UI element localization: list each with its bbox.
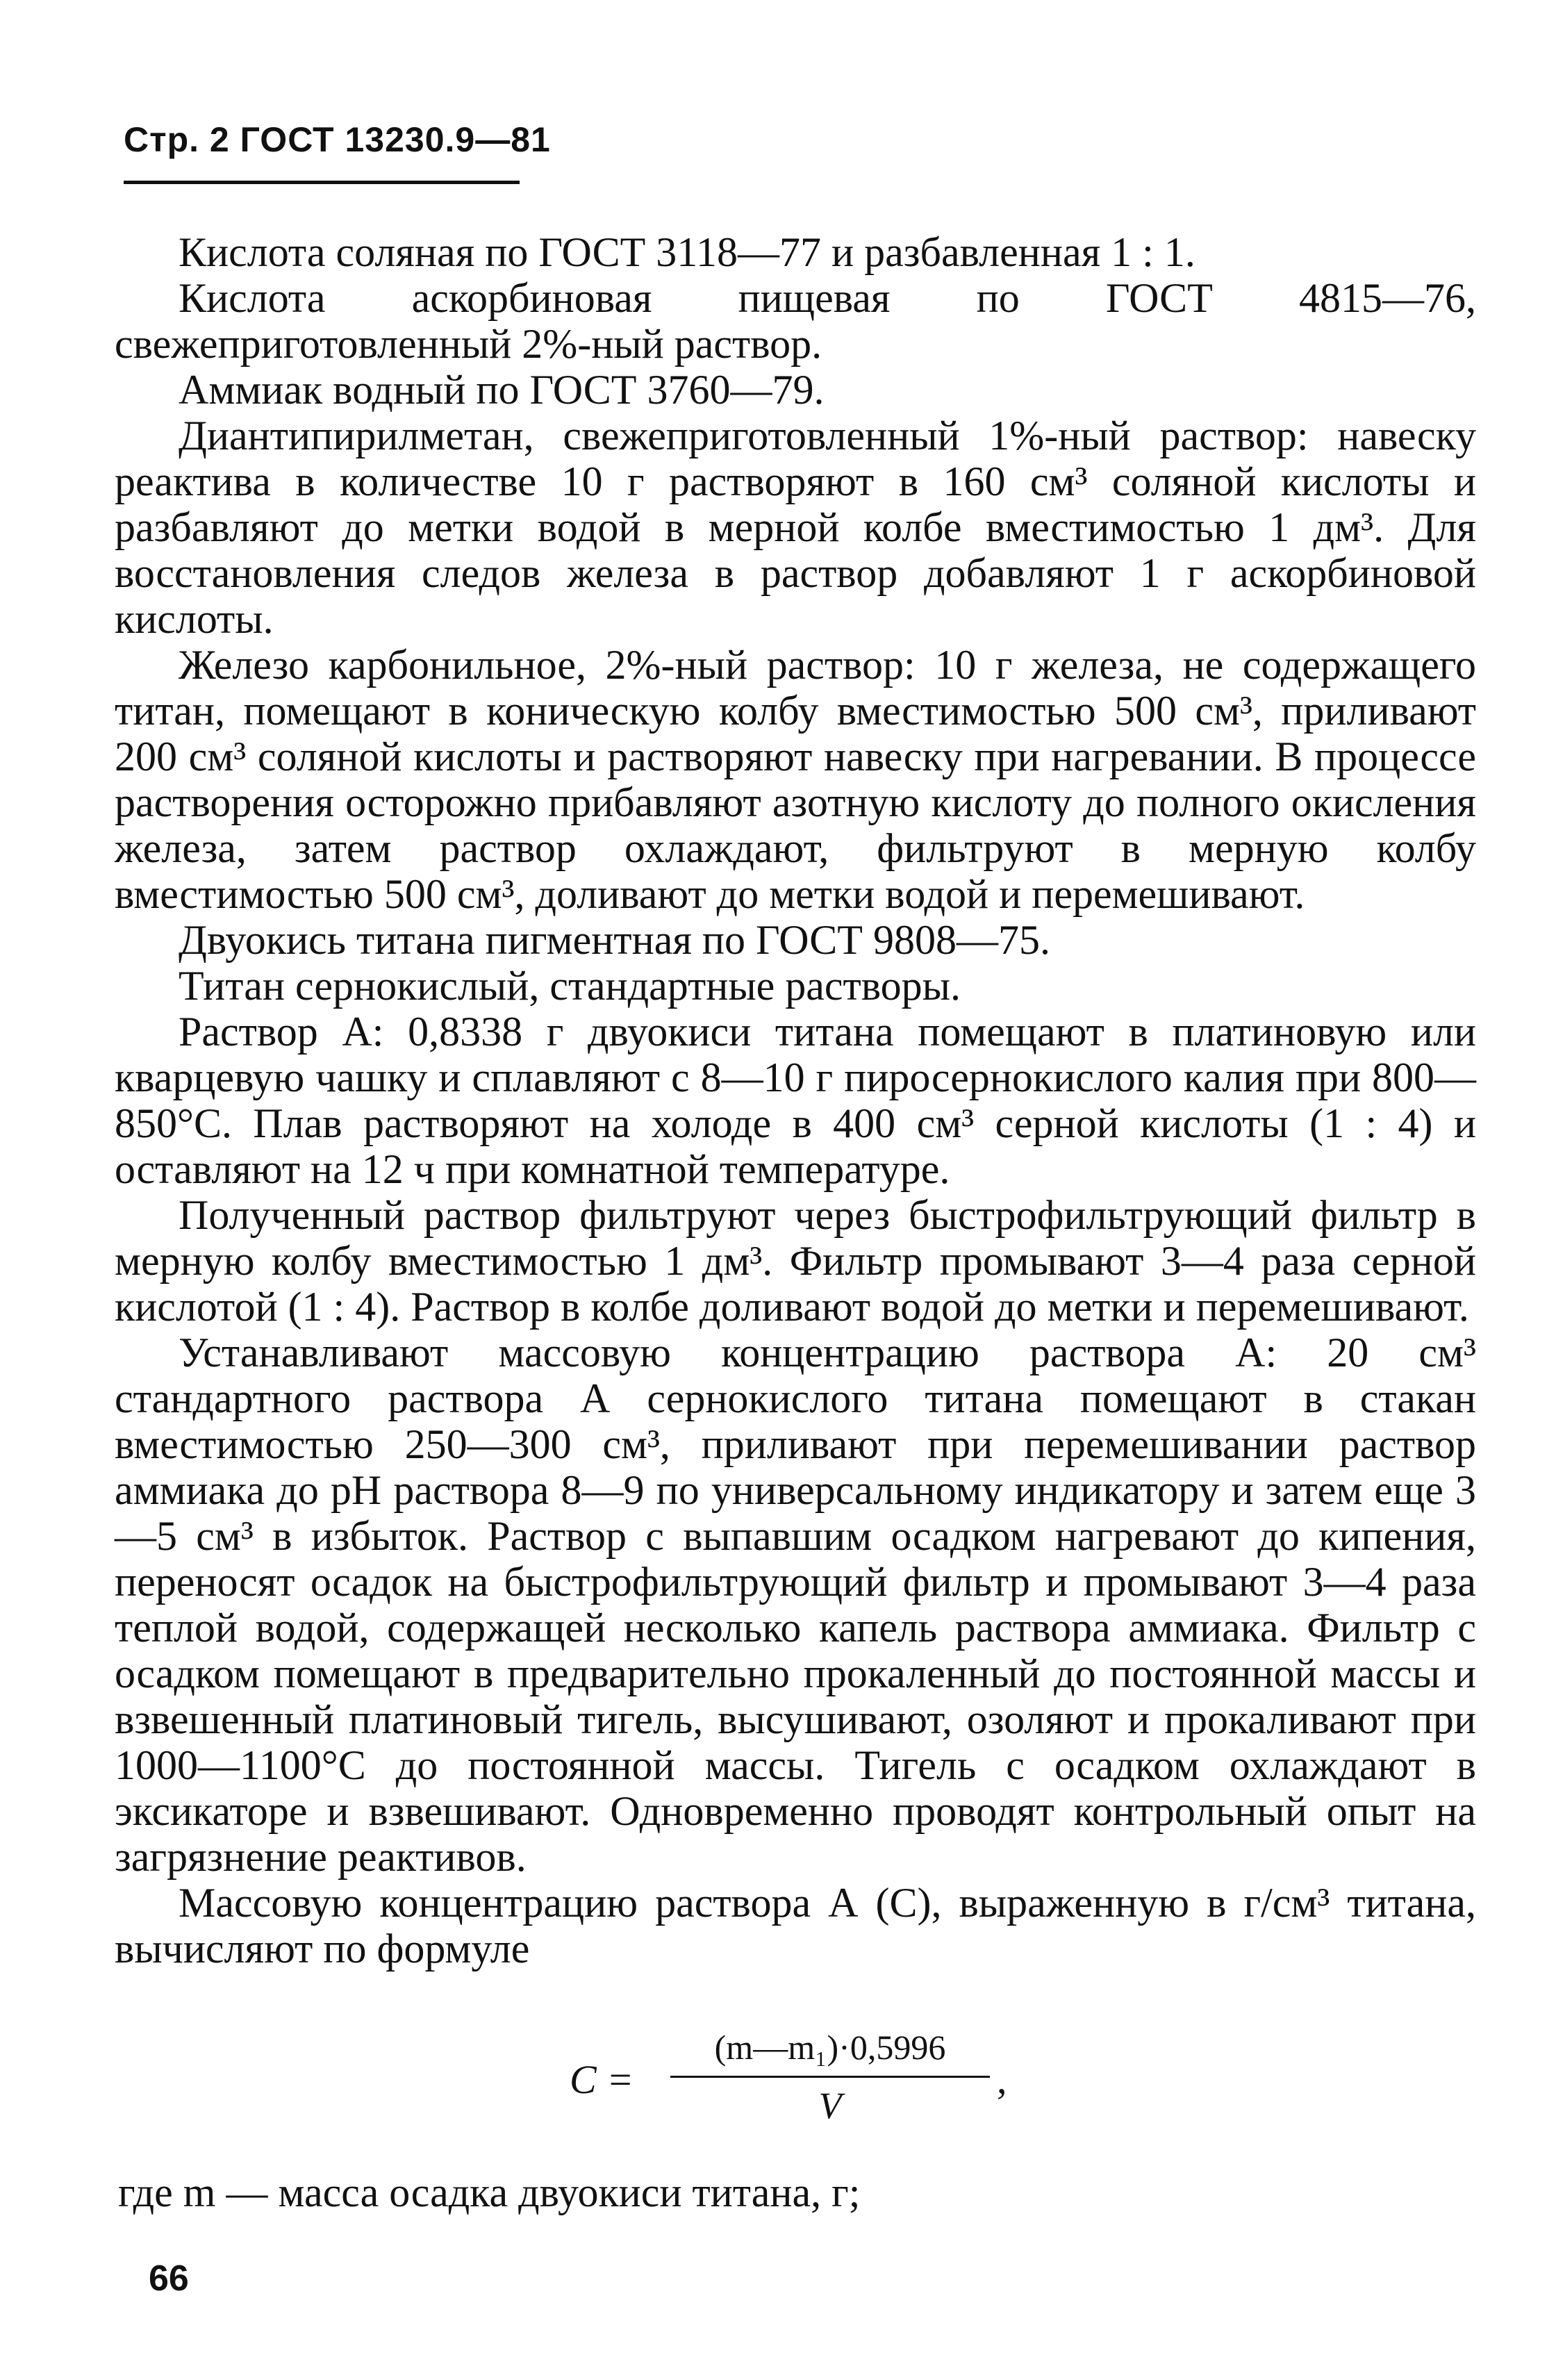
formula-numerator: (m—m₁)·0,5996	[714, 2028, 946, 2067]
paragraph-filtration: Полученный раствор фильтруют через быстрофильтрующий фильтр в мерную колбу вместимостью 1 дм³. Фильтр промывают 3—4 раза серной кислотой (1 : 4). Раствор в колбе доливают водой до метки и перемешивают.	[115, 1192, 1476, 1330]
paragraph-carbonyl-iron: Железо карбонильное, 2%-ный раствор: 10 г железа, не содержащего титан, помещают в коническую колбу вместимостью 500 см³, приливают 200 см³ соляной кислоты и растворяют навеску при нагревании. В процессе растворения осторожно прибавляют азотную кислоту до полного окисления железа, затем раствор охлаждают, фильтруют в мерную колбу вместимостью 500 см³, доливают до метки водой и перемешивают.	[115, 642, 1476, 917]
body-text	[115, 229, 1476, 1972]
running-title: Стр. 2 ГОСТ 13230.9—81	[124, 120, 551, 159]
formula-lhs: C =	[570, 2057, 634, 2102]
page-number: 66	[149, 2258, 189, 2299]
paragraph-diantipyrylmethane: Диантипирилметан, свежеприготовленный 1%-ный раствор: навеску реактива в количестве 10 г растворяют в 160 см³ соляной кислоты и разбавляют до метки водой в мерной колбе вместимостью 1 дм³. Для восстановления следов железа в раствор добавляют 1 г аскорбиновой кислоты.	[115, 413, 1476, 642]
formula-legend-line: где m — масса осадка двуокиси титана, г;	[118, 2170, 861, 2215]
paragraph-ascorbic-acid: Кислота аскорбиновая пищевая по ГОСТ 4815—76, свежеприготовленный 2%-ный раствор.	[115, 275, 1476, 367]
paragraph-hydrochloric-acid: Кислота соляная по ГОСТ 3118—77 и разбавленная 1 : 1.	[179, 229, 1195, 275]
paragraph-titanium-sulfate: Титан сернокислый, стандартные растворы.	[179, 963, 961, 1009]
header-rule	[124, 181, 520, 184]
formula-denominator: V	[818, 2085, 842, 2126]
paragraph-concentration-setup: Устанавливают массовую концентрацию раствора А: 20 см³ стандартного раствора А сернокислого титана помещают в стакан вместимостью 250—300 см³, приливают при перемешивании раствор аммиака до pH раствора 8—9 по универсальному индикатору и затем еще 3—5 см³ в избыток. Раствор с выпавшим осадком нагревают до кипения, переносят осадок на быстрофильтрующий фильтр и промывают 3—4 раза теплой водой, содержащей несколько капель раствора аммиака. Фильтр с осадком помещают в предварительно прокаленный до постоянной массы и взвешенный платиновый тигель, высушивают, озоляют и прокаливают при 1000—1100°С до постоянной массы. Тигель с осадком охлаждают в эксикаторе и взвешивают. Одновременно проводят контрольный опыт на загрязнение реактивов.	[115, 1330, 1476, 1880]
paragraph-ammonia: Аммиак водный по ГОСТ 3760—79.	[179, 367, 825, 413]
concentration-formula	[570, 2027, 1098, 2138]
formula-fraction-bar	[670, 2076, 990, 2078]
paragraph-titanium-dioxide: Двуокись титана пигментная по ГОСТ 9808—75.	[179, 917, 1050, 963]
paragraph-solution-a: Раствор А: 0,8338 г двуокиси титана помещают в платиновую или кварцевую чашку и сплавляют с 8—10 г пиросернокислого калия при 800—850°С. Плав растворяют на холоде в 400 см³ серной кислоты (1 : 4) и оставляют на 12 ч при комнатной температуре.	[115, 1009, 1476, 1192]
formula-comma: ,	[997, 2057, 1007, 2102]
paragraph-formula-intro: Массовую концентрацию раствора А (С), выраженную в г/см³ титана, вычисляют по формуле	[115, 1880, 1476, 1972]
